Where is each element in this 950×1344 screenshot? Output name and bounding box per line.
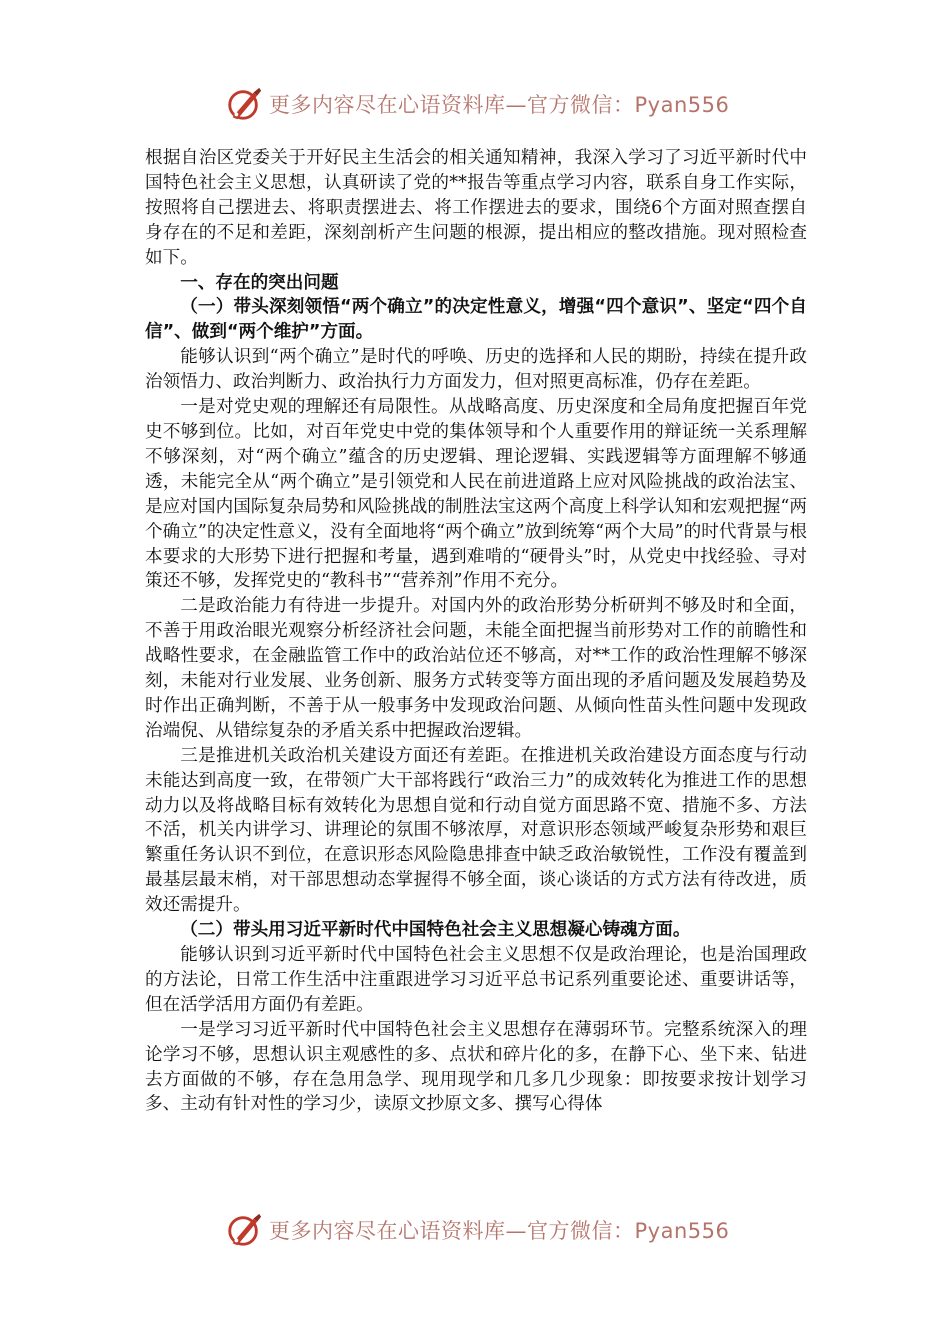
document-body <box>145 146 807 1117</box>
paragraph: 一是对党史观的理解还有局限性。从战略高度、历史深度和全局角度把握百年党史不够到位。比如，对百年党史中党的集体领导和个人重要作用的辩证统一关系理解不够深刻，对“两个确立”蕴含的历史逻辑、理论逻辑、实践逻辑等方面理解不够通透，未能完全从“两个确立”是引领党和人民在前进道路上应对风险挑战的政治法宝、是应对国内国际复杂局势和风险挑战的制胜法宝这两个高度上科学认知和宏观把握“两个确立”的决定性意义，没有全面地将“两个确立”放到统筹“两个大局”的时代背景与根本要求的大形势下进行把握和考量，遇到难啃的“硬骨头”时，从党史中找经验、寻对策还不够，发挥党史的“教科书”“营养剂”作用不充分。 <box>145 397 807 592</box>
watermark-banner-top <box>225 84 745 124</box>
subsection-heading: （二）带头用习近平新时代中国特色社会主义思想凝心铸魂方面。 <box>180 920 691 941</box>
pen-logo-icon <box>225 85 263 123</box>
subsection-heading: （一）带头深刻领悟“两个确立”的决定性意义，增强“四个意识”、坚定“四个自信”、做到“两个维护”方面。 <box>145 297 807 343</box>
intro-paragraph: 根据自治区党委关于开好民主生活会的相关通知精神，我深入学习了习近平新时代中国特色社会主义思想，认真研读了党的**报告等重点学习内容，联系自身工作实际，按照将自己摆进去、将职责摆进去、将工作摆进去的要求，围绕6个方面对照查摆自身存在的不足和差距，深刻剖析产生问题的根源，提出相应的整改措施。现对照检查如下。 <box>145 148 807 268</box>
paragraph: 一是学习习近平新时代中国特色社会主义思想存在薄弱环节。完整系统深入的理论学习不够，思想认识主观感性的多、点状和碎片化的多，在静下心、坐下来、钻进去方面做的不够，存在急用急学、现用现学和几多几少现象：即按要求按计划学习多、主动有针对性的学习少，读原文抄原文多、撰写心得体 <box>145 1019 807 1115</box>
pen-logo-icon <box>225 1211 263 1249</box>
paragraph: 能够认识到习近平新时代中国特色社会主义思想不仅是政治理论，也是治国理政的方法论，日常工作生活中注重跟进学习习近平总书记系列重要论述、重要讲话等，但在活学活用方面仍有差距。 <box>145 945 807 1015</box>
watermark-text: 更多内容尽在心语资料库—官方微信：Pyan556 <box>269 93 730 117</box>
paragraph: 三是推进机关政治机关建设方面还有差距。在推进机关政治建设方面态度与行动未能达到高度一致，在带领广大干部将践行“政治三力”的成效转化为推进工作的思想动力以及将战略目标有效转化为思想自觉和行动自觉方面思路不宽、措施不多、方法不活，机关内讲学习、讲理论的氛围不够浓厚，对意识形态领域严峻复杂形势和艰巨繁重任务认识不到位，在意识形态风险隐患排查中缺乏政治敏锐性，工作没有覆盖到最基层最末梢，对干部思想动态掌握得不够全面，谈心谈话的方式方法有待改进，质效还需提升。 <box>145 745 807 916</box>
paragraph: 二是政治能力有待进一步提升。对国内外的政治形势分析研判不够及时和全面，不善于用政治眼光观察分析经济社会问题，未能全面把握当前形势对工作的前瞻性和战略性要求，在金融监管工作中的政治站位还不够高，对**工作的政治性理解不够深刻，未能对行业发展、业务创新、服务方式转变等方面出现的矛盾问题及发展趋势及时作出正确判断，不善于从一般事务中发现政治问题、从倾向性苗头性问题中发现政治端倪、从错综复杂的矛盾关系中把握政治逻辑。 <box>145 596 807 741</box>
paragraph: 能够认识到“两个确立”是时代的呼唤、历史的选择和人民的期盼，持续在提升政治领悟力、政治判断力、政治执行力方面发力，但对照更高标准，仍存在差距。 <box>145 347 807 393</box>
watermark-text: 更多内容尽在心语资料库—官方微信：Pyan556 <box>269 1219 730 1243</box>
section-heading: 一、存在的突出问题 <box>180 272 339 293</box>
watermark-banner-bottom <box>225 1210 745 1250</box>
